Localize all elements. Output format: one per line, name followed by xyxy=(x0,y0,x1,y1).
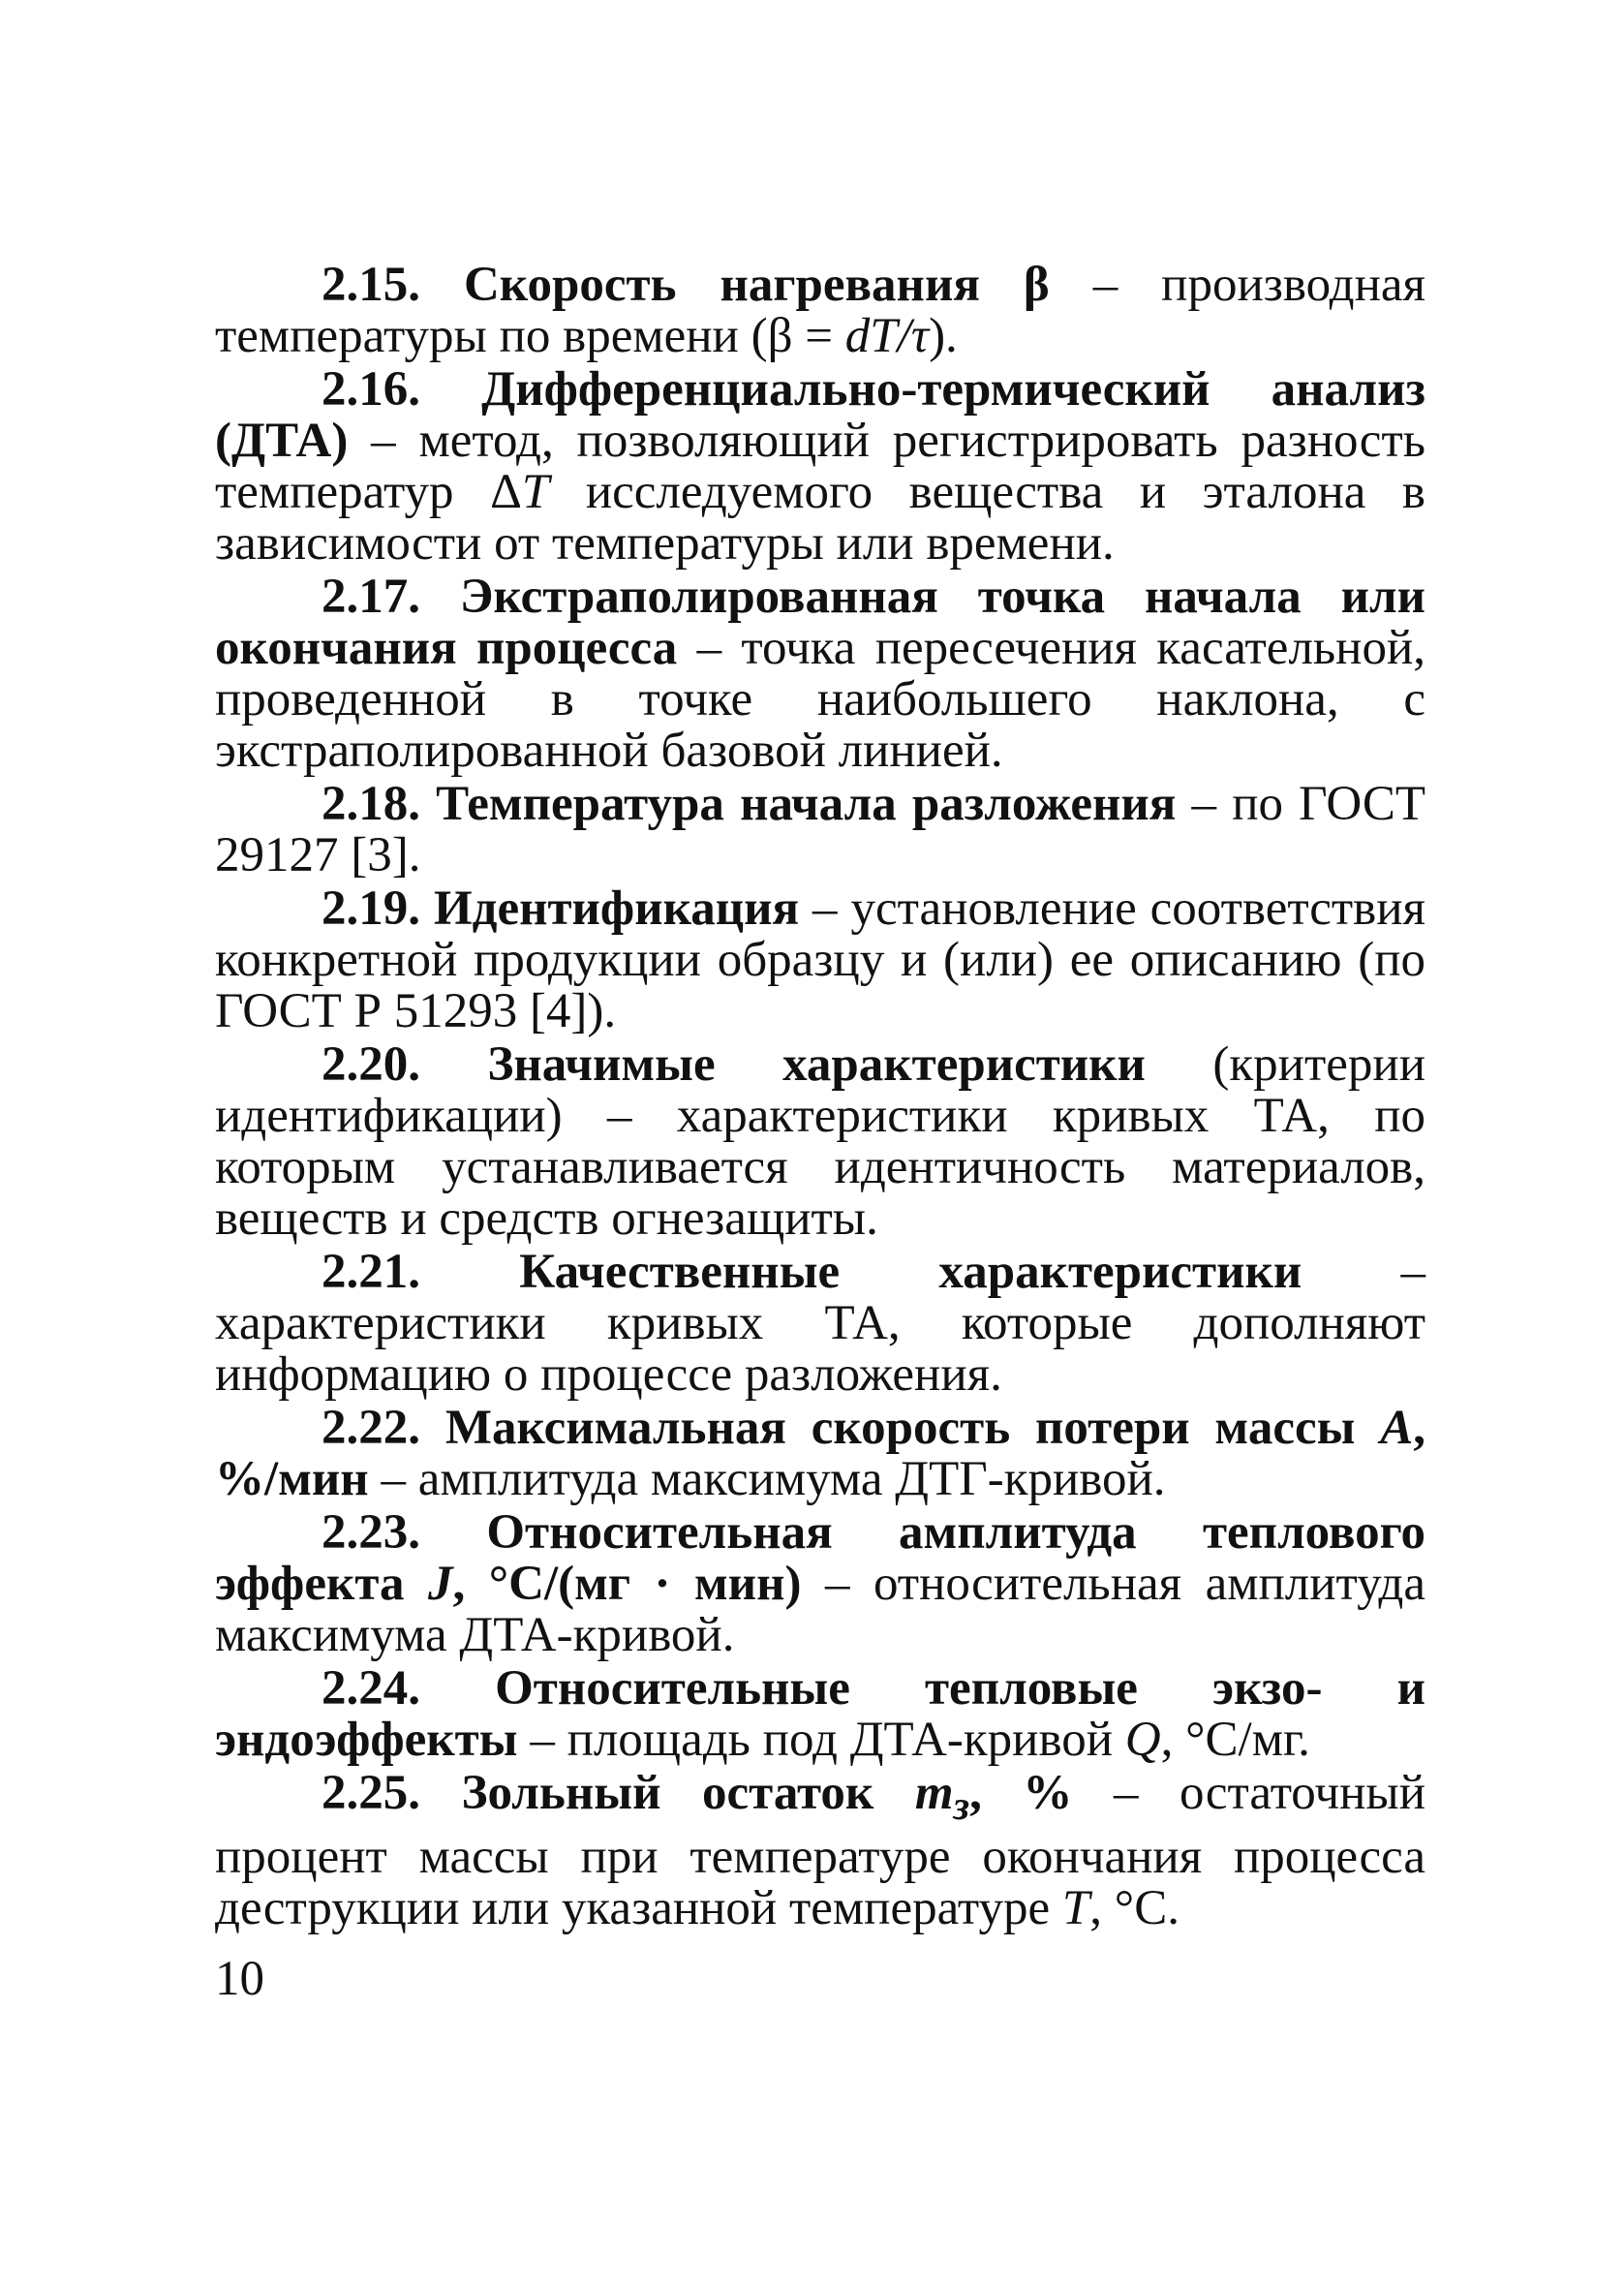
definition-text-end: исследуемого вещества и эталона в зависимости от температуры или времени. xyxy=(215,465,1426,571)
term-unit: , %/мин xyxy=(215,1401,1426,1506)
definition-text: (критерии идентификации) – характеристики кривых ТА, по которым устанавливается идентичность материалов, веществ и средств огнезащиты. xyxy=(215,1037,1425,1246)
term-number: 2.20. xyxy=(322,1037,420,1092)
term: Дифференциально-термический анализ (ДТА) xyxy=(215,362,1425,468)
term-number: 2.21. xyxy=(322,1245,420,1299)
symbol: Q xyxy=(1124,1713,1161,1767)
definition-text: – площадь под ДТА-кривой xyxy=(517,1713,1125,1767)
definition-text: – точка пересечения касательной, проведенной в точке наибольшего наклона, с экстраполированной базовой линией. xyxy=(215,621,1425,778)
document-page xyxy=(215,260,1425,1936)
term: Идентификация xyxy=(433,881,800,936)
definition-text: – относительная амплитуда максимума ДТА-кривой. xyxy=(215,1557,1425,1662)
term: Зольный остаток xyxy=(461,1766,915,1820)
definition-text: – производная температуры по времени (β = xyxy=(215,258,1425,363)
term-number: 2.24. xyxy=(322,1661,420,1716)
term-number: 2.23. xyxy=(322,1505,420,1560)
term-number: 2.16. xyxy=(322,362,420,417)
definition-2-20 xyxy=(215,1039,1425,1245)
definition-2-25 xyxy=(215,1768,1425,1934)
definition-2-21 xyxy=(215,1247,1425,1401)
definition-2-16 xyxy=(215,364,1425,570)
definition-2-23 xyxy=(215,1507,1425,1661)
term: Экстраполированная точка начала или окончания процесса xyxy=(215,570,1425,675)
definition-2-17 xyxy=(215,572,1425,777)
term-symbol: m xyxy=(914,1766,954,1820)
page-number: 10 xyxy=(215,1952,264,2006)
term: Скорость нагревания β xyxy=(463,258,1050,312)
term-subscript: з xyxy=(953,1783,970,1830)
definition-text: – по ГОСТ 29127 [3]. xyxy=(215,777,1425,882)
definition-text: – характеристики кривых ТА, которые дополняют информацию о процессе разложения. xyxy=(215,1245,1426,1402)
term: Температура начала разложения xyxy=(436,777,1177,831)
term-number: 2.25. xyxy=(322,1766,420,1820)
term-number: 2.18. xyxy=(322,777,420,831)
definition-text: – амплитуда максимума ДТГ-кривой. xyxy=(368,1452,1166,1506)
term-unit: , °С/(мг · мин) xyxy=(452,1557,802,1611)
term-number: 2.17. xyxy=(322,570,420,624)
definition-2-19 xyxy=(215,883,1425,1037)
term: Качественные характеристики xyxy=(519,1245,1302,1299)
definition-2-18 xyxy=(215,779,1425,881)
definition-text: – метод, позволяющий регистрировать разность температур Δ xyxy=(215,414,1425,519)
definition-text: – установление соответствия конкретной продукции образцу и (или) ее описанию (по ГОСТ Р 51293 [4]). xyxy=(215,881,1426,1038)
term-number: 2.22. xyxy=(322,1401,420,1455)
definition-2-22 xyxy=(215,1403,1425,1505)
term-number: 2.19. xyxy=(322,881,420,936)
term: Относительная амплитуда теплового эффекта xyxy=(215,1505,1425,1611)
definition-text-end: ). xyxy=(929,309,958,363)
symbol: T xyxy=(521,465,550,519)
definition-2-15 xyxy=(215,260,1425,362)
term: Значимые характеристики xyxy=(487,1037,1146,1092)
definition-2-24 xyxy=(215,1663,1425,1766)
term-symbol: A xyxy=(1380,1401,1414,1455)
term-unit: , % xyxy=(969,1766,1073,1820)
definition-text-end: , °С/мг. xyxy=(1160,1713,1310,1767)
term: Относительные тепловые экзо- и эндоэффекты xyxy=(215,1661,1426,1767)
definition-text: – остаточный процент массы при температуре окончания процесса деструкции или указанной температуре xyxy=(215,1766,1425,1936)
term-symbol: J xyxy=(428,1557,453,1611)
term-number: 2.15. xyxy=(322,258,420,312)
term: Максимальная скорость потери массы xyxy=(444,1401,1381,1455)
definition-text-end: , °С. xyxy=(1089,1881,1180,1936)
formula: dT/τ xyxy=(844,309,930,363)
symbol: T xyxy=(1061,1881,1090,1936)
